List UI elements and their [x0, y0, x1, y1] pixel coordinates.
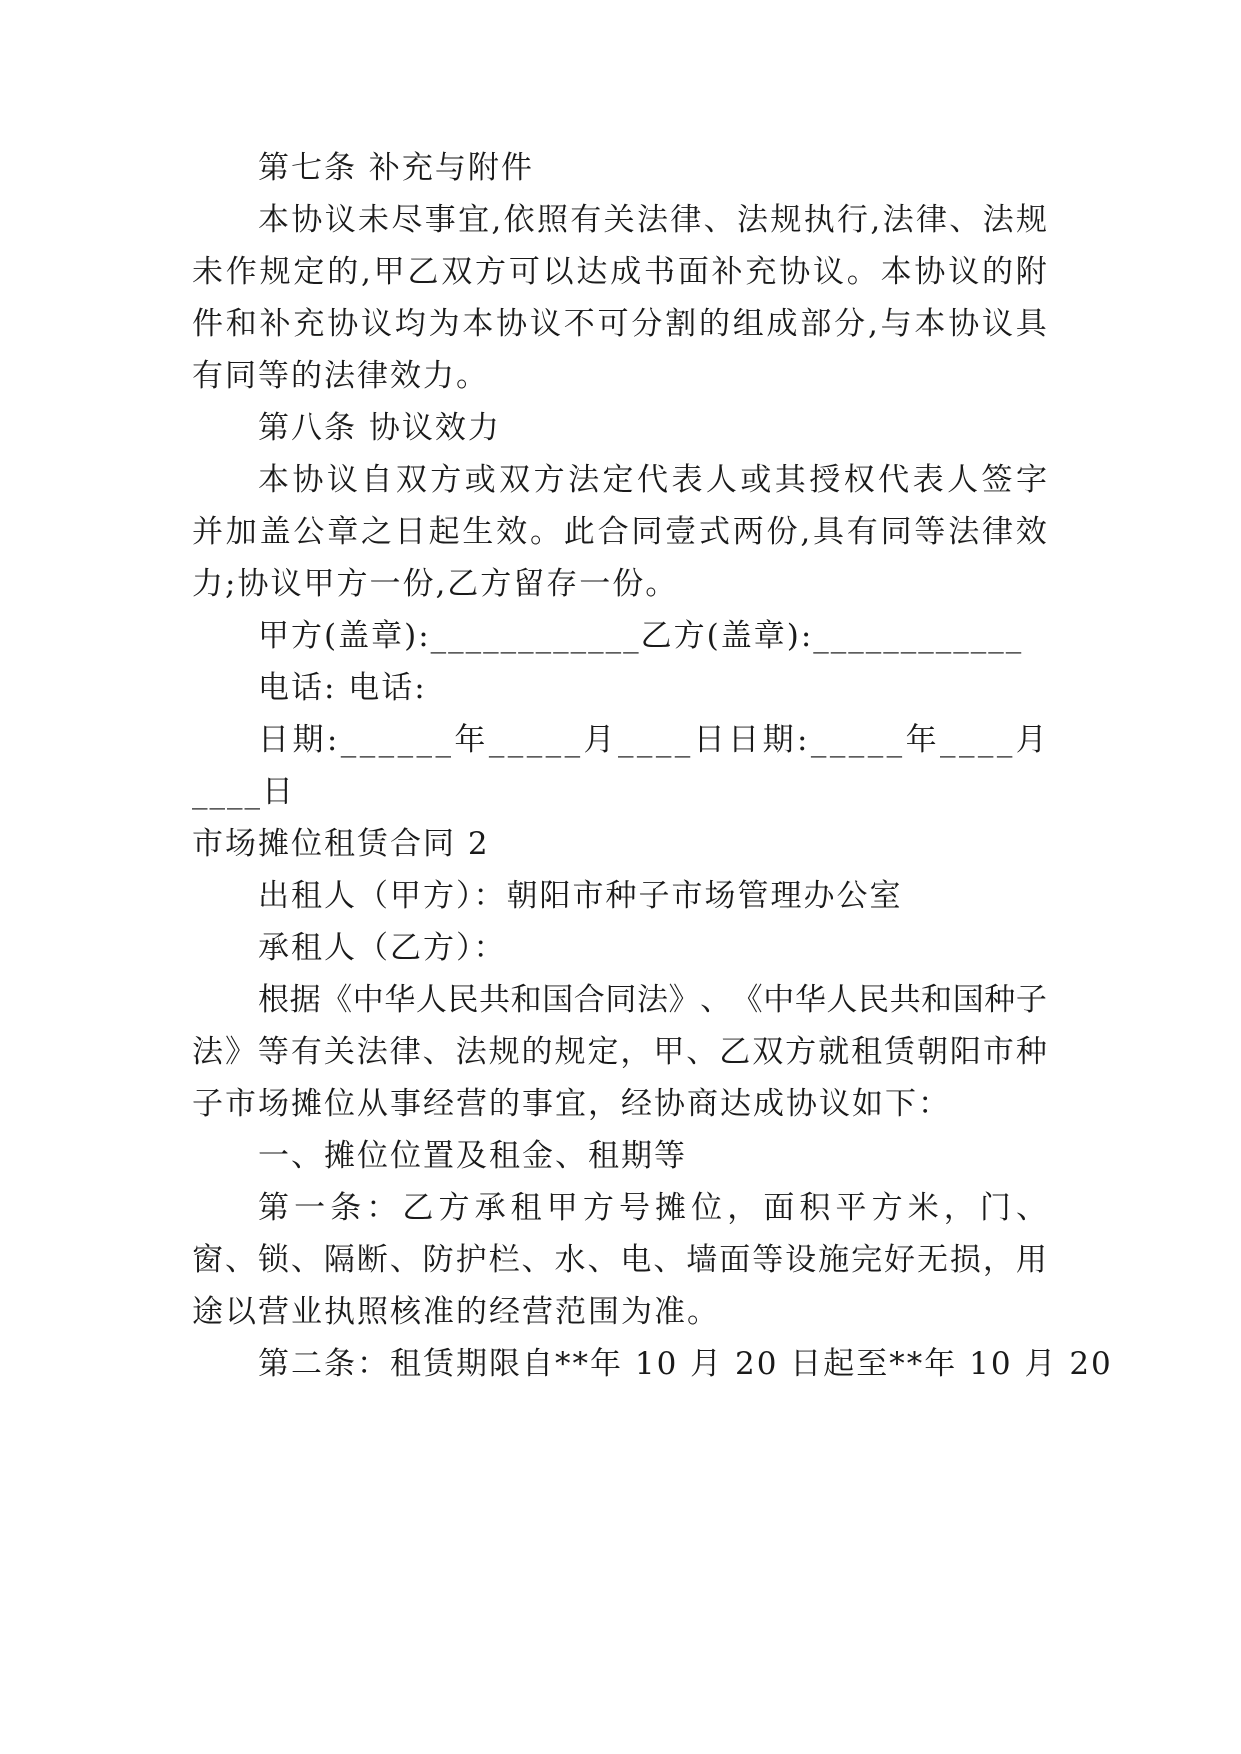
- preamble-line-2: 法 》 等 有 关 法 律 、 法 规 的 规 定 ， 甲 、 乙 双 方 就 租 赁 朝 阳 市 种: [192, 1034, 1047, 1070]
- date-line-continued: ____日: [192, 774, 295, 810]
- phone-line: 电话: 电话:: [258, 670, 427, 706]
- preamble-line-3: 子市场摊位从事经营的事宜，经协商达成协议如下：: [192, 1086, 951, 1122]
- lessee-line: 承租人（乙方）：: [258, 930, 507, 966]
- contract-2-title: 市场摊位租赁合同 2: [192, 826, 490, 862]
- clause-1-line-2: 窗 、 锁 、 隔 断 、 防 护 栏 、 水 、 电 、 墙 面 等 设 施 完 好 无 损 ， 用: [192, 1242, 1047, 1278]
- clause-2-line-1: 第二条：租赁期限自**年 10 月 20 日起至**年 10 月 20: [258, 1346, 1113, 1382]
- article-7-paragraph-line-3: 件 和 补 充 协 议 均 为 本 协 议 不 可 分 割 的 组 成 部 分 , 与 本 协 议 具: [192, 306, 1047, 342]
- article-7-paragraph-line-2: 未 作 规 定 的 , 甲 乙 双 方 可 以 达 成 书 面 补 充 协 议 。 本 协 议 的 附: [192, 254, 1047, 290]
- section-1-heading: 一、摊位位置及租金、租期等: [258, 1138, 687, 1174]
- article-7-heading: 第七条 补充与附件: [258, 150, 534, 186]
- article-7-paragraph-line-4: 有同等的法律效力。: [192, 358, 489, 394]
- preamble-line-1: 根 据 《 中 华 人 民 共 和 国 合 同 法 》 、 《 中 华 人 民 共 和 国 种 子: [258, 982, 1047, 1018]
- article-8-paragraph-line-2: 并 加 盖 公 章 之 日 起 生 效 。 此 合 同 壹 式 两 份 , 具 有 同 等 法 律 效: [192, 514, 1047, 550]
- article-8-heading: 第八条 协议效力: [258, 410, 501, 446]
- article-8-paragraph-line-3: 力;协议甲方一份,乙方留存一份。: [192, 566, 679, 602]
- date-line: 日 期 : _ _ _ _ _ _ 年 _ _ _ _ _ 月 _ _ _ _ 日 日 期 : _ _ _ _ _ 年 _ _ _ _ 月: [258, 722, 1047, 758]
- clause-1-line-1: 第 一 条 ： 乙 方 承 租 甲 方 号 摊 位 ， 面 积 平 方 米 ， 门 、: [258, 1190, 1047, 1226]
- article-7-paragraph-line-1: 本 协 议 未 尽 事 宜 , 依 照 有 关 法 律 、 法 规 执 行 , 法 律 、 法 规: [258, 202, 1047, 238]
- article-8-paragraph-line-1: 本 协 议 自 双 方 或 双 方 法 定 代 表 人 或 其 授 权 代 表 人 签 字: [258, 462, 1047, 498]
- clause-1-line-3: 途以营业执照核准的经营范围为准。: [192, 1294, 720, 1330]
- signature-seal-line: 甲方(盖章):____________乙方(盖章):____________: [258, 618, 1024, 654]
- lessor-line: 出租人（甲方）：朝阳市种子市场管理办公室: [258, 878, 903, 914]
